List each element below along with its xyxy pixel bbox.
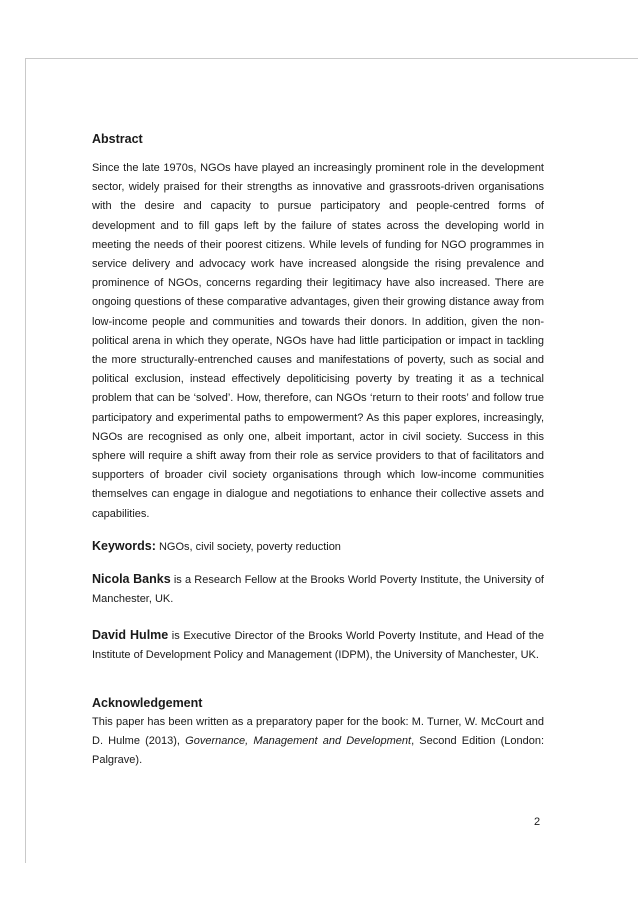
author-bio-banks (92, 570, 544, 609)
acknowledgement-book-title: Governance, Management and Development (185, 734, 412, 747)
acknowledgement-text-before: This paper has been written as a preparatory paper for the book: M. Turner, W. McCourt and D. Hulme (2013), (92, 715, 544, 747)
page-content (92, 131, 544, 770)
top-border-line (25, 58, 638, 59)
abstract-heading: Abstract (92, 132, 143, 146)
author-name: David Hulme (92, 627, 169, 642)
author-bio-text: is a Research Fellow at the Brooks World Poverty Institute, the University of Manchester, UK. (92, 573, 544, 605)
left-border-line (25, 58, 26, 863)
acknowledgement-body (92, 713, 544, 770)
author-name: Nicola Banks (92, 571, 171, 586)
author-bio-hulme (92, 626, 544, 665)
keywords-line (92, 538, 544, 555)
author-bio-text: is Executive Director of the Brooks World Poverty Institute, and Head of the Institute of Development Policy and Management (IDPM), the University of Manchester, UK. (92, 629, 544, 661)
keywords-text: NGOs, civil society, poverty reduction (155, 540, 341, 553)
abstract-body: Since the late 1970s, NGOs have played an increasingly prominent role in the development sector, widely praised for their strengths as innovative and grassroots-driven organisations with the desire and capacity to pursue participatory and people-centred forms of development and to fill gaps left by the failure of states across the developing world in meeting the needs of their poorest citizens. While levels of funding for NGO programmes in service delivery and advocacy work have increased alongside the rising prevalence and prominence of NGOs, concerns regarding their legitimacy have also increased. There are ongoing questions of these comparative advantages, given their growing distance away from low-income people and communities and towards their donors. In addition, given the non-political arena in which they operate, NGOs have had little participation or impact in tackling the more structurally-entrenched causes and manifestations of poverty, such as social and political exclusion, instead effectively depoliticising poverty by treating it as a technical problem that can be ‘solved’. How, therefore, can NGOs ‘return to their roots’ and follow true participatory and experimental paths to empowerment? As this paper explores, increasingly, NGOs are recognised as only one, albeit important, actor in civil society. Success in this sphere will require a shift away from their role as service providers to that of facilitators and supporters of broader civil society organisations through which low-income communities themselves can engage in dialogue and negotiations to enhance their collective assets and capabilities. (92, 162, 544, 520)
acknowledgement-heading: Acknowledgement (92, 695, 203, 710)
acknowledgement-text-after: , Second Edition (London: Palgrave). (92, 734, 545, 766)
keywords-label: Keywords: (92, 538, 156, 553)
page-number: 2 (534, 816, 541, 828)
